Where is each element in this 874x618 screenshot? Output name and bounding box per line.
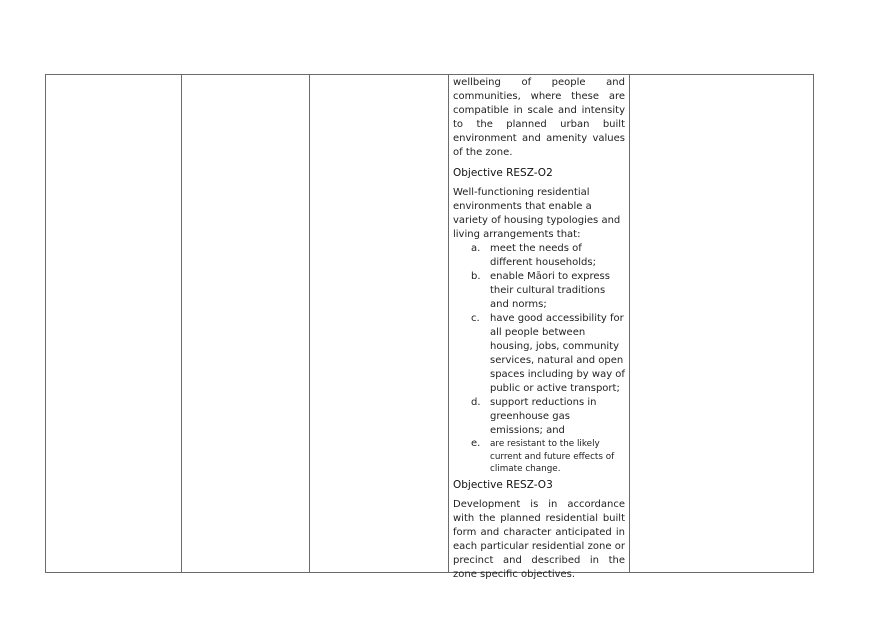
list-item-text: support reductions in greenhouse gas emissions; and (490, 397, 597, 436)
table-column-3 (309, 75, 449, 572)
wellbeing-text: wellbeing of people and communities, where these are compatible in scale and intensity to the planned urban built environment and amenity values of the zone. (453, 77, 625, 158)
list-item-text: enable Māori to express their cultural traditions and norms; (490, 271, 610, 310)
list-marker: d. (471, 397, 481, 408)
table-column-2 (181, 75, 310, 572)
table-column-4 (448, 75, 630, 580)
provisions-table (45, 74, 814, 580)
table-column-5 (629, 75, 813, 572)
objective-resz-o2-list (453, 242, 625, 476)
list-marker: b. (471, 271, 481, 282)
objective-resz-o3-heading: Objective RESZ-O3 (453, 478, 553, 491)
list-item (453, 242, 625, 270)
list-item (453, 312, 625, 396)
list-item (453, 270, 625, 312)
objective-resz-o2-intro: Well-functioning residential environments that enable a variety of housing typologies and living arrangements that: (453, 187, 621, 240)
table-column-1 (46, 75, 182, 572)
list-item (453, 396, 625, 438)
list-marker: e. (471, 438, 481, 449)
list-item-text: meet the needs of different households; (490, 243, 596, 268)
objective-resz-o2-heading: Objective RESZ-O2 (453, 167, 553, 179)
list-item (453, 438, 625, 476)
objectives-cell (453, 76, 625, 582)
list-item-text: are resistant to the likely current and future effects of climate change. (490, 439, 615, 474)
list-marker: a. (471, 243, 481, 254)
list-marker: c. (471, 313, 480, 324)
objective-resz-o3-text: Development is in accordance with the planned residential built form and character anticipated in each particular residential zone or precinct and described in the zone specific objectives. (453, 498, 625, 580)
list-item-text: have good accessibility for all people between housing, jobs, community services, natural and open spaces including by way of public or active transport; (490, 313, 625, 394)
